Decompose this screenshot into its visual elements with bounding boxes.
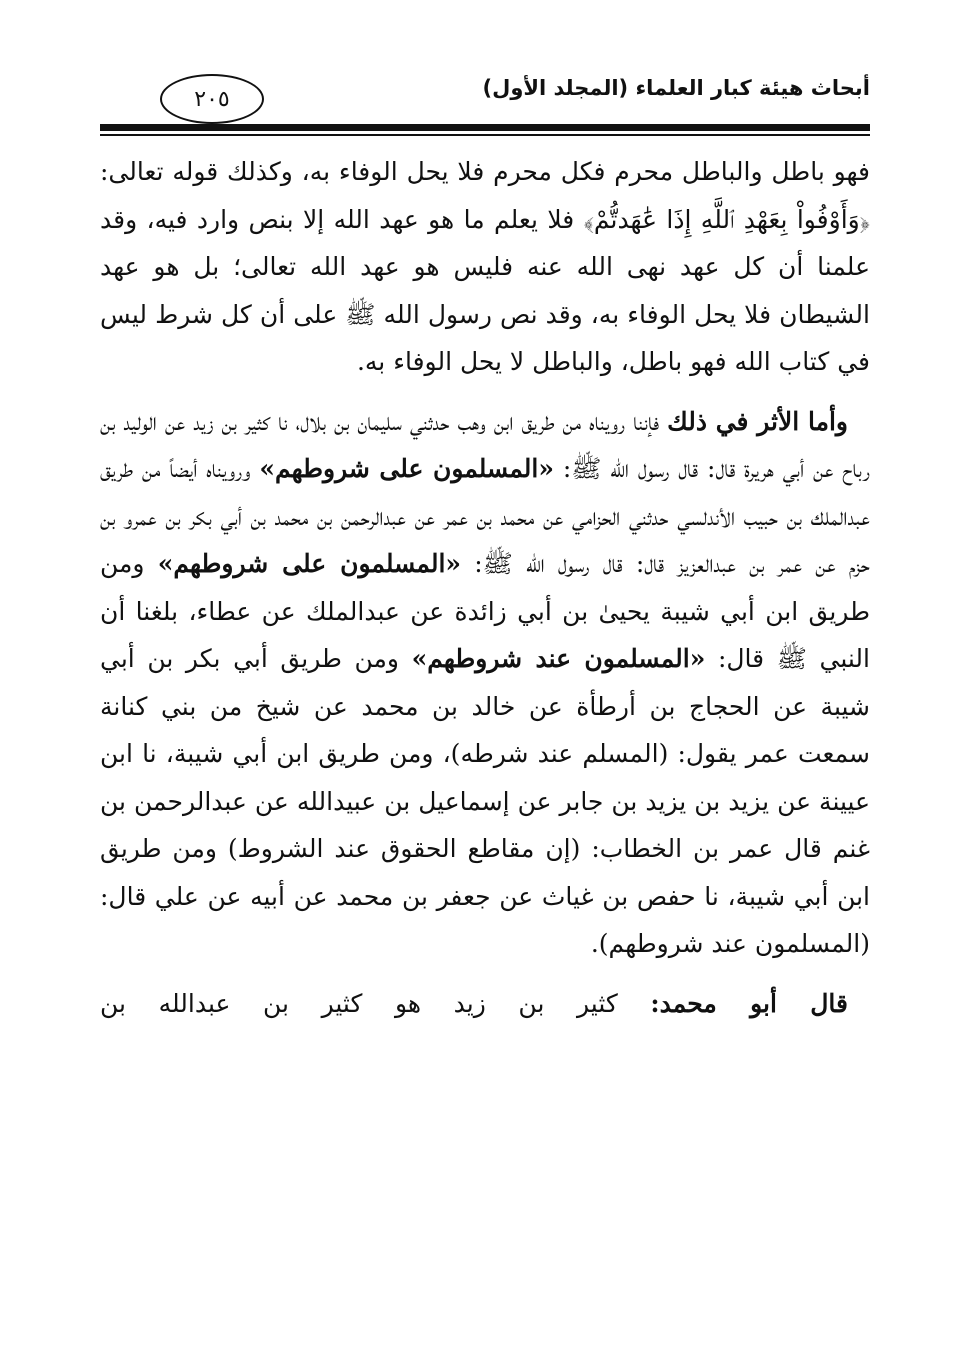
paragraph-3 bbox=[100, 980, 870, 1028]
paragraph-3-text: كثير بن زيد هو كثير بن عبدالله بن bbox=[100, 988, 651, 1018]
paragraph-2-text: فإننا رويناه من طريق ابن وهب حدثني سليمان بن بلال، نا كثير بن زيد عن الوليد بن رباح عن أبي هريرة قال: قال رسول الله ﷺ: bbox=[100, 406, 870, 483]
hadith-quote-2: «المسلمون على شروطهم» bbox=[157, 549, 462, 578]
paragraph-1 bbox=[100, 148, 870, 386]
paragraph-1-text: فهو باطل والباطل محرم فكل محرم فلا يحل الوفاء به، وكذلك قوله تعالى: ﴿وَأَوْفُواْ بِعَهْدِ ٱللَّهِ إِذَا عَٰهَدتُّمْ﴾ فلا يعلم ما هو عهد الله إلا بنص وارد فيه، وقد علمنا أن كل عهد نهى الله عنه فليس هو عهد الله تعالى؛ بل هو عهد الشيطان فلا يحل الوفاء به، وقد نص رسول الله ﷺ على أن كل شرط ليس في كتاب الله فهو باطل، والباطل لا يحل الوفاء به. bbox=[100, 157, 870, 376]
paragraph-2-text-2: ورويناه أيضاً من طريق عبدالملك بن حبيب الأندلسي حدثني الحزامي عن محمد بن عمر عن عبدالرحمن بن محمد بن أبي بكر بن عمرو بن حزم عن عمر بن عبدالعزيز قال: قال رسول الله ﷺ: bbox=[100, 454, 870, 578]
paragraph-2-lead: وأما الأثر في ذلك bbox=[667, 406, 849, 436]
page-number: ٢٠٥ bbox=[160, 74, 264, 124]
paragraph-2-text-4: ومن طريق أبي بكر بن أبي شيبة عن الحجاج بن أرطأة عن خالد بن محمد عن شيخ من بني كنانة سمعت عمر يقول: (المسلم عند شرطه)، ومن طريق ابن أبي شيبة، نا ابن عيينة عن يزيد بن يزيد بن جابر عن إسماعيل بن عبيدالله عن عبدالرحمن بن غنم قال عمر بن الخطاب: (إن مقاطع الحقوق عند الشروط) ومن طريق ابن أبي شيبة، نا حفص بن غياث عن جعفر بن محمد عن أبيه عن علي قال: (المسلمون عند شروطهم). bbox=[100, 644, 870, 958]
paragraph-2-text-3: ومن طريق ابن أبي شيبة يحيىٰ بن أبي زائدة عن عبدالملك عن عطاء، بلغنا أن النبي ﷺ قال: bbox=[100, 549, 870, 673]
hadith-quote-3: «المسلمون عند شروطهم» bbox=[411, 644, 706, 673]
header-rule-thin bbox=[100, 134, 870, 136]
page-body bbox=[100, 148, 870, 1027]
header-rule-thick bbox=[100, 124, 870, 131]
paragraph-3-lead: قال أبو محمد: bbox=[650, 988, 849, 1018]
paragraph-2 bbox=[100, 398, 870, 968]
running-header-title: أبحاث هيئة كبار العلماء (المجلد الأول) bbox=[482, 76, 870, 100]
hadith-quote-1: «المسلمون على شروطهم» bbox=[259, 454, 554, 483]
